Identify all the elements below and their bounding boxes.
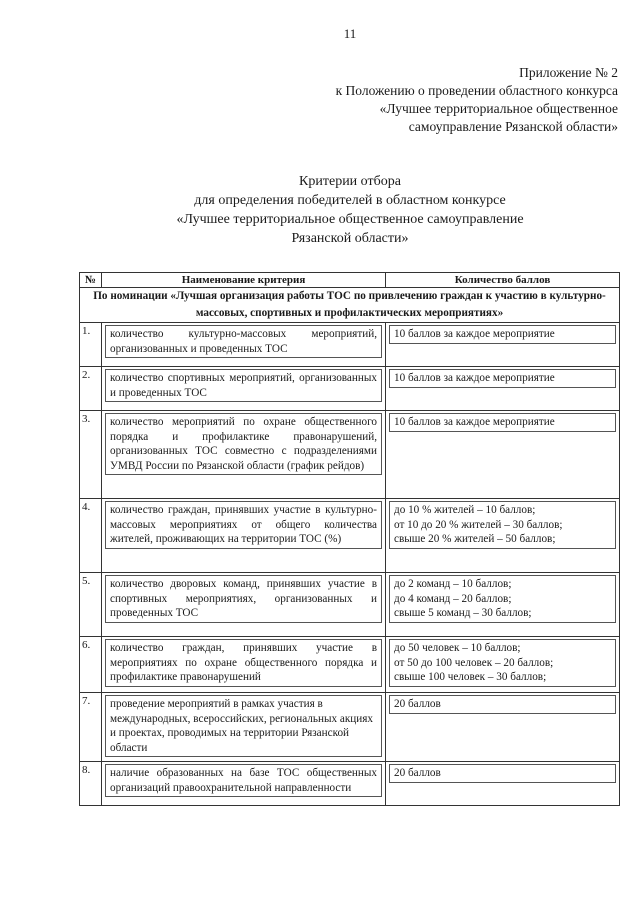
score-line: до 50 человек – 10 баллов; — [394, 642, 521, 654]
score-line: до 4 команд – 20 баллов; — [394, 592, 512, 605]
table-row — [80, 762, 620, 806]
score-list — [389, 369, 616, 388]
score-cell — [386, 499, 620, 573]
appendix-line: к Положению о проведении областного конкурса — [335, 83, 618, 98]
criterion-cell — [102, 411, 386, 499]
header-name: Наименование критерия — [102, 273, 386, 288]
criterion-number: 1. — [80, 323, 102, 367]
score-line: свыше 5 команд – 30 баллов; — [394, 607, 532, 619]
criterion-name: количество дворовых команд, принявших участие в спортивных мероприятиях, организованных и проведенных ТОС — [105, 575, 382, 623]
criterion-number: 8. — [80, 762, 102, 806]
score-line: свыше 20 % жителей – 50 баллов; — [394, 533, 556, 545]
appendix-line: самоуправление Рязанской области» — [408, 119, 618, 134]
score-cell — [386, 367, 620, 411]
score-line: 10 баллов за каждое мероприятие — [394, 328, 555, 340]
criterion-number: 4. — [80, 499, 102, 573]
header-num: № — [80, 273, 102, 288]
score-cell — [386, 573, 620, 637]
table-row — [80, 693, 620, 762]
criterion-number: 5. — [80, 573, 102, 637]
table-row — [80, 323, 620, 367]
score-list — [389, 575, 616, 623]
criterion-name: количество граждан, принявших участие в культурно-массовых мероприятиях от общего количества жителей, проживающих на территории ТОС (%) — [105, 501, 382, 549]
table-row — [80, 499, 620, 573]
score-line: 10 баллов за каждое мероприятие — [394, 416, 555, 428]
score-line: до 10 % жителей – 10 баллов; — [394, 504, 536, 516]
score-list — [389, 695, 616, 714]
score-line: свыше 100 человек – 30 баллов; — [394, 671, 547, 683]
appendix-header — [336, 64, 618, 136]
table-header-row — [80, 273, 620, 288]
criterion-cell — [102, 573, 386, 637]
page-number: 11 — [343, 26, 357, 41]
score-list — [389, 764, 616, 783]
table-row — [80, 573, 620, 637]
title-line: для определения победителей в областном конкурсе — [194, 193, 506, 208]
section-row — [80, 288, 620, 323]
criterion-cell — [102, 499, 386, 573]
score-cell — [386, 637, 620, 693]
criterion-cell — [102, 762, 386, 806]
criterion-name: проведение мероприятий в рамках участия в международных, всероссийских, региональных акциях и проектах, проводимых на территории Рязанской области — [105, 695, 382, 757]
table-row — [80, 367, 620, 411]
header-score: Количество баллов — [386, 273, 620, 288]
table-row — [80, 637, 620, 693]
score-list — [389, 501, 616, 549]
document-title — [40, 172, 640, 248]
score-list — [389, 325, 616, 344]
criteria-table — [79, 272, 620, 806]
criterion-cell — [102, 323, 386, 367]
criterion-name: наличие образованных на базе ТОС общественных организаций правоохранительной направленности — [105, 764, 382, 797]
criterion-cell — [102, 367, 386, 411]
section-title: По номинации «Лучшая организация работы ТОС по привлечению граждан к участию в культурно-массовых, спортивных и профилактических мероприятиях» — [80, 288, 620, 323]
criterion-number: 2. — [80, 367, 102, 411]
score-list — [389, 413, 616, 432]
score-list — [389, 639, 616, 687]
criterion-name: количество культурно-массовых мероприятий, организованных и проведенных ТОС — [105, 325, 382, 358]
appendix-line: «Лучшее территориальное общественное — [379, 101, 618, 116]
score-line: от 10 до 20 % жителей – 30 баллов; — [394, 518, 563, 531]
table-row — [80, 411, 620, 499]
score-line: до 2 команд – 10 баллов; — [394, 578, 512, 590]
criterion-number: 7. — [80, 693, 102, 762]
criterion-number: 3. — [80, 411, 102, 499]
title-line: Критерии отбора — [299, 174, 401, 189]
title-line: «Лучшее территориальное общественное самоуправление — [176, 212, 524, 227]
score-cell — [386, 693, 620, 762]
criterion-cell — [102, 637, 386, 693]
criterion-name: количество спортивных мероприятий, организованных и проведенных ТОС — [105, 369, 382, 402]
score-cell — [386, 323, 620, 367]
appendix-line: Приложение № 2 — [519, 65, 618, 80]
score-line: 20 баллов — [394, 698, 441, 710]
score-line: 20 баллов — [394, 767, 441, 779]
score-line: 10 баллов за каждое мероприятие — [394, 372, 555, 384]
score-cell — [386, 762, 620, 806]
title-line: Рязанской области» — [291, 231, 409, 246]
score-cell — [386, 411, 620, 499]
criterion-cell — [102, 693, 386, 762]
score-line: от 50 до 100 человек – 20 баллов; — [394, 656, 554, 669]
criterion-name: количество мероприятий по охране общественного порядка и профилактике правонарушений, организованных ТОС совместно с подразделениями УМВД России по Рязанской области (график рейдов) — [105, 413, 382, 475]
criterion-number: 6. — [80, 637, 102, 693]
criterion-name: количество граждан, принявших участие в мероприятиях по охране общественного порядка и профилактике правонарушений — [105, 639, 382, 687]
